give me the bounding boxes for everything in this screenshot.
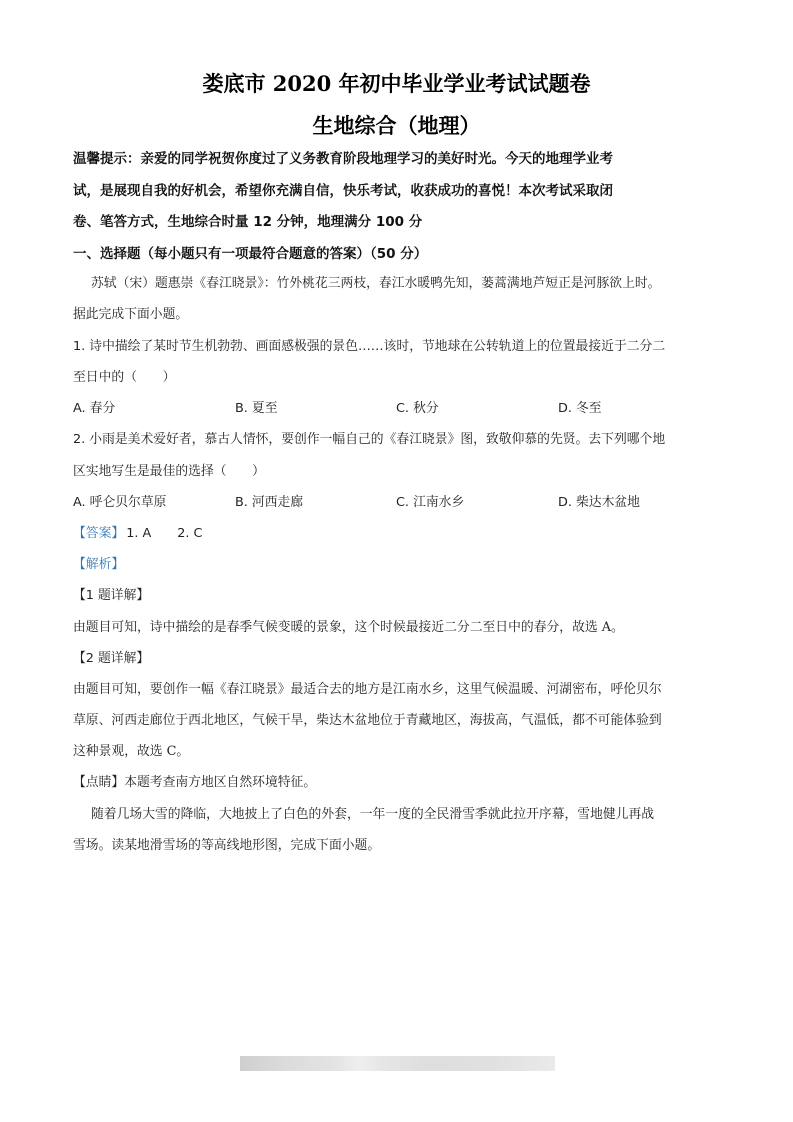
analysis-q2-line-1: 由题目可知，要创作一幅《春江晓景》最适合去的地方是江南水乡，这里气候温暖、河湖密布，呼伦贝尔: [73, 682, 662, 697]
question-1-option-d: D. 冬至: [558, 401, 602, 416]
exam-subtitle: 生地综合（地理）: [312, 113, 481, 138]
question-1-line-2: 至日中的（ ）: [73, 370, 176, 385]
analysis-q1-text: 由题目可知，诗中描绘的是春季气候变暖的景象，这个时候最接近二分二至日中的春分，故选 A。: [73, 620, 624, 635]
answer-value-2: 2. C: [177, 526, 203, 541]
passage1-line-1: 苏轼（宋）题惠崇《春江晓景》：竹外桃花三两枝，春江水暖鸭先知，蒌蒿满地芦短正是河豚欲上时。: [91, 276, 661, 291]
section-heading: 一、选择题（每小题只有一项最符合题意的答案）（50 分）: [73, 246, 428, 262]
question-2-option-b: B. 河西走廊: [235, 495, 304, 510]
analysis-q2-line-2: 草原、河西走廊位于西北地区，气候干旱，柴达木盆地位于青藏地区，海拔高，气温低，都不可能体验到: [73, 713, 662, 728]
analysis-tip: 【点睛】本题考查南方地区自然环境特征。: [73, 775, 317, 790]
question-2-option-d: D. 柴达木盆地: [558, 495, 640, 510]
answer-row: [73, 524, 723, 544]
question-1-option-b: B. 夏至: [235, 401, 278, 416]
analysis-q2-label: 【2 题详解】: [73, 651, 150, 666]
question-2-line-2: 区实地写生是最佳的选择（ ）: [73, 464, 265, 479]
answer-value-1: 1. A: [126, 526, 152, 541]
answer-label: 【答案】: [73, 526, 125, 541]
analysis-label: 【解析】: [73, 557, 125, 572]
blurred-footer-watermark: [240, 1056, 555, 1071]
notice-line-2: 试，是展现自我的好机会，希望你充满自信，快乐考试，收获成功的喜悦！本次考试采取闭: [73, 183, 613, 199]
question-2-option-a: A. 呼仑贝尔草原: [73, 495, 167, 510]
analysis-q1-label: 【1 题详解】: [73, 588, 150, 603]
question-2-line-1: 2. 小雨是美术爱好者，慕古人情怀，要创作一幅自己的《春江晓景》图，致敬仰慕的先贤。去下列哪个地: [73, 432, 666, 447]
passage1-line-2: 据此完成下面小题。: [73, 307, 189, 322]
passage2-line-1: 随着几场大雪的降临，大地披上了白色的外套，一年一度的全民滑雪季就此拉开序幕，雪地健儿再战: [91, 807, 655, 822]
analysis-q2-line-3: 这种景观，故选 C。: [73, 744, 190, 759]
question-1-line-1: 1. 诗中描绘了某时节生机勃勃、画面感极强的景色……该时，节地球在公转轨道上的位置最接近于二分二: [73, 339, 666, 354]
question-1-option-a: A. 春分: [73, 401, 116, 416]
exam-title: 娄底市 2020 年初中毕业学业考试试题卷: [202, 71, 591, 96]
notice-line-1: 温馨提示：亲爱的同学祝贺你度过了义务教育阶段地理学习的美好时光。今天的地理学业考: [73, 151, 613, 167]
question-1-option-c: C. 秋分: [396, 401, 439, 416]
question-2-option-c: C. 江南水乡: [396, 495, 465, 510]
notice-line-3: 卷、笔答方式，生地综合时量 12 分钟，地理满分 100 分: [73, 214, 423, 230]
passage2-line-2: 雪场。读某地滑雪场的等高线地形图，完成下面小题。: [73, 838, 381, 853]
